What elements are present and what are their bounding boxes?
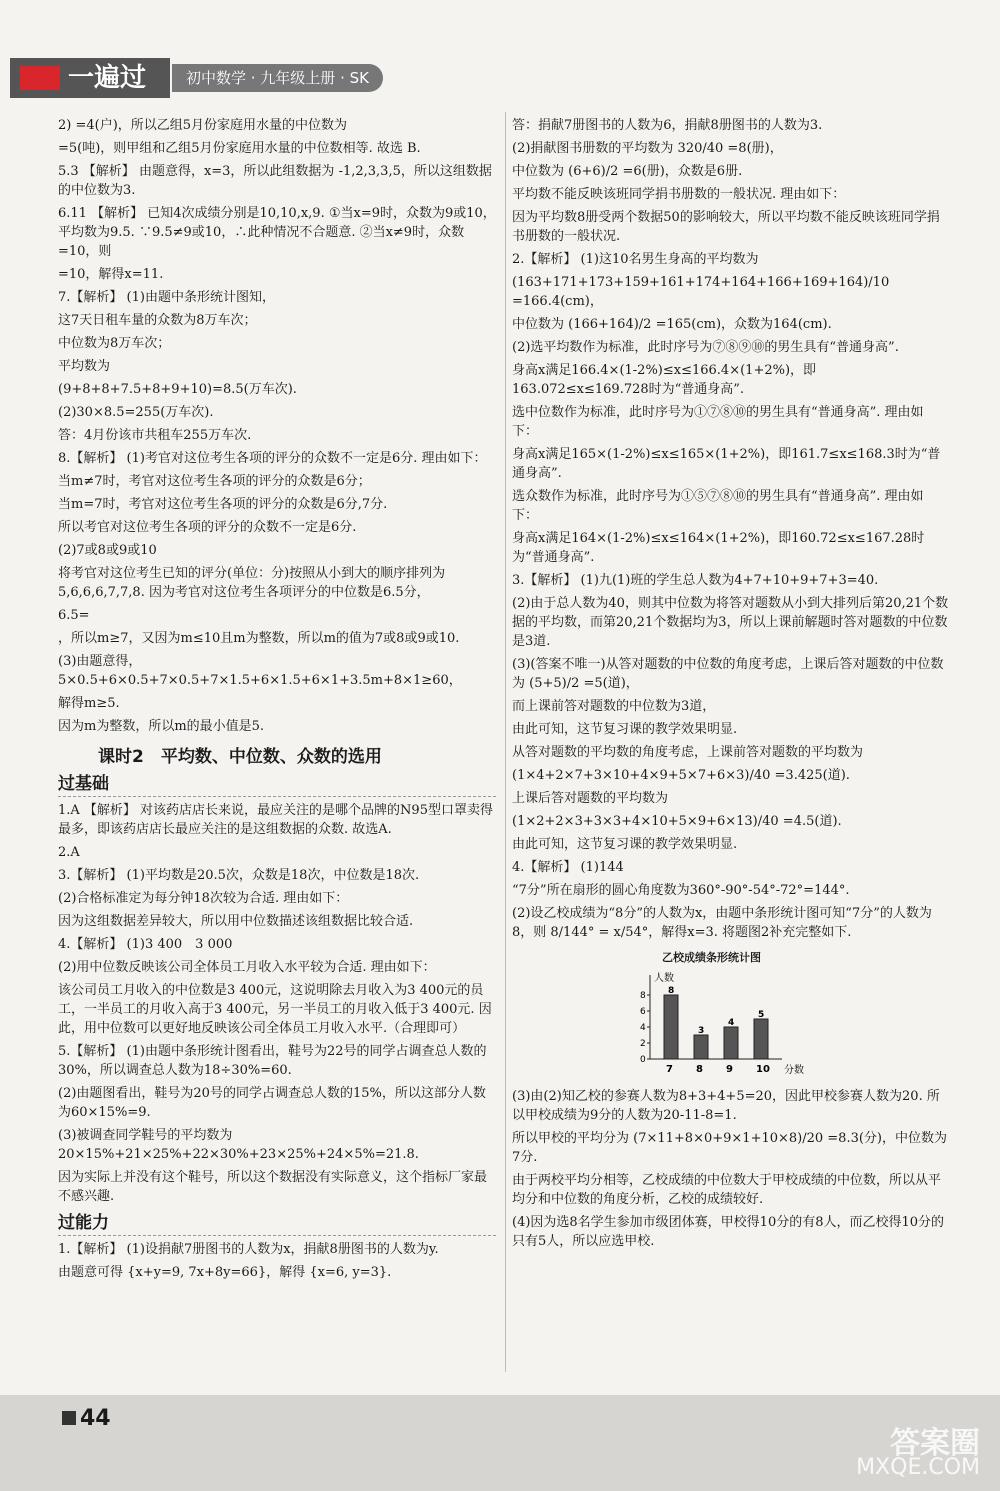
- solution-line: 平均数为: [58, 359, 111, 374]
- y-tick-label: 6: [640, 1007, 646, 1017]
- solution-line: 将考官对这位考生已知的评分(单位：分)按照从小到大的顺序排列为5,6,6,6,7,7,8. 因为考官对这位考生各项评分的中位数是6.5分，: [58, 566, 446, 600]
- brand-logo: [10, 58, 170, 98]
- solution-line: 所以甲校的平均分为 (7×11+8×0+9×1+10×8)/20 =8.3(分)，中位数为7分.: [512, 1131, 947, 1165]
- solution-line: (4)因为选8名学生参加市级团体赛，甲校得10分的有8人，而乙校得10分的只有5人，所以应选甲校.: [512, 1215, 945, 1249]
- solution-line: 1.【解析】 (1)设捐献7册图书的人数为x，捐献8册图书的人数为y.: [58, 1242, 439, 1257]
- solution-line: 5.3 【解析】 由题意得，x=3，所以此组数据为 -1,2,3,3,5，所以这组数据的中位数为3.: [58, 164, 492, 198]
- solution-line: (2)由题图看出，鞋号为20号的同学占调查总人数的15%，所以这部分人数为60×15%=9.: [58, 1086, 486, 1120]
- bar-value-label: 4: [728, 1018, 735, 1028]
- solution-line: 中位数为 (6+6)/2 =6(册)，众数是6册.: [512, 164, 743, 179]
- bar: [694, 1035, 708, 1059]
- solution-line: (3)由(2)知乙校的参赛人数为8+3+4+5=20，因此甲校参赛人数为20. 所以甲校成绩为9分的人数为20-11-8=1.: [512, 1089, 940, 1123]
- solution-line: 1.A 【解析】 对该药店店长来说，最应关注的是哪个品牌的N95型口罩卖得最多，即该药店店长最应关注的是这组数据的众数. 故选A.: [58, 803, 493, 837]
- section-basic: 过基础: [58, 775, 496, 797]
- solution-line: 5.【解析】 (1)由题中条形统计图看出，鞋号为22号的同学占调查总人数的30%，所以调查总人数为18÷30%=60.: [58, 1044, 487, 1078]
- page-header: [0, 0, 1000, 110]
- x-tick-label: 7: [666, 1064, 673, 1075]
- square-icon: [62, 1411, 76, 1425]
- solution-line: 解得m≥5.: [58, 696, 120, 711]
- solution-line: 选众数作为标准，此时序号为①⑤⑦⑧⑩的男生具有“普通身高”. 理由如下：: [512, 489, 924, 523]
- solution-line: 这7天日租车量的众数为8万车次；: [58, 313, 257, 328]
- solution-line: 答：捐献7册图书的人数为6，捐献8册图书的人数为3.: [512, 118, 823, 133]
- bar: [724, 1027, 738, 1059]
- solution-line: 平均数不能反映该班同学捐书册数的一般状况. 理由如下：: [512, 187, 846, 202]
- bar-value-label: 8: [668, 986, 675, 996]
- solution-line: 该公司员工月收入的中位数是3 400元，这说明除去月收入为3 400元的员工，一半员工的月收入高于3 400元，另一半员工的月收入低于3 400元. 因此，用中位数可以更好地反映该公司全体员工月收入水平.（合理即可）: [58, 983, 492, 1036]
- solution-line: 因为m为整数，所以m的最小值是5.: [58, 719, 265, 734]
- solution-line: 而上课前答对题数的中位数为3道，: [512, 699, 716, 714]
- solution-line: =5(吨)，则甲组和乙组5月份家庭用水量的中位数相等. 故选 B.: [58, 141, 421, 156]
- solution-line: 2.【解析】 (1)这10名男生身高的平均数为: [512, 252, 759, 267]
- bar-value-label: 3: [698, 1026, 705, 1036]
- solution-line: 身高x满足164×(1-2%)≤x≤164×(1+2%)，即160.72≤x≤167.28时为“普通身高”.: [512, 531, 925, 565]
- solution-line: 上课后答对题数的平均数为: [512, 791, 669, 806]
- logo-text: 一遍过: [68, 63, 147, 93]
- solution-line: 答：4月份该市共租车255万车次.: [58, 428, 252, 443]
- chart-title: 乙校成绩条形统计图: [662, 951, 761, 964]
- solution-line: 6.11 【解析】 已知4次成绩分别是10,10,x,9. ①当x=9时，众数为9或10，平均数为9.5. ∵9.5≠9或10，∴此种情况不合题意. ②当x≠9时，众数=10，则: [58, 206, 496, 259]
- solution-line: 3.【解析】 (1)平均数是20.5次，众数是18次，中位数是18次.: [58, 868, 420, 883]
- solution-line: 2) =4(户)，所以乙组5月份家庭用水量的中位数为: [58, 118, 348, 133]
- right-column: [512, 112, 949, 1251]
- solution-line: (2)合格标准定为每分钟18次较为合适. 理由如下：: [58, 891, 349, 906]
- solution-line: 4.【解析】 (1)144: [512, 860, 624, 875]
- solution-line: 从答对题数的平均数的角度考虑，上课前答对题数的平均数为: [512, 745, 864, 760]
- solution-line: 由此可知，这节复习课的教学效果明显.: [512, 837, 738, 852]
- solution-line: 8.【解析】 (1)考官对这位考生各项的评分的众数不一定是6分. 理由如下：: [58, 451, 487, 466]
- solution-line: 中位数为8万车次；: [58, 336, 171, 351]
- solution-line: (2)设乙校成绩为“8分”的人数为x，由题中条形统计图可知“7分”的人数为8，则 8/144° = x/54°，解得x=3. 将题图2补充完整如下.: [512, 906, 932, 940]
- solution-line: 因为这组数据差异较大，所以用中位数描述该组数据比较合适.: [58, 914, 414, 929]
- bar-value-label: 5: [758, 1010, 765, 1020]
- y-axis-label: 人数: [654, 973, 674, 984]
- solution-line: (1×2+2×3+3×3+4×10+5×9+6×13)/40 =4.5(道).: [512, 814, 842, 829]
- solution-line: 6.5=: [58, 608, 90, 623]
- solution-line: (3)由题意得，5×0.5+6×0.5+7×0.5+7×1.5+6×1.5+6×1+3.5m+8×1≥60，: [58, 654, 462, 688]
- column-divider: [505, 112, 506, 1372]
- bar-chart: [622, 948, 949, 1083]
- footer-band: [0, 1395, 1000, 1491]
- lesson-title: 课时2 平均数、中位数、众数的选用: [98, 747, 382, 767]
- left-column: [58, 112, 496, 1282]
- solution-line: 中位数为 (166+164)/2 =165(cm)，众数为164(cm).: [512, 317, 832, 332]
- solution-line: 由于两校平均分相等，乙校成绩的中位数大于甲校成绩的中位数，所以从平均分和中位数的角度分析，乙校的成绩较好.: [512, 1173, 942, 1207]
- solution-line: (2)由于总人数为40，则其中位数为将答对题数从小到大排列后第20,21个数据的平均数，而第20,21个数据均为3，所以上课前解题时答对题数的中位数是3道.: [512, 596, 949, 649]
- solution-line: ，所以m≥7，又因为m≤10且m为整数，所以m的值为7或8或9或10.: [58, 631, 460, 646]
- bar: [664, 995, 678, 1059]
- solution-line: 由此可知，这节复习课的教学效果明显.: [512, 722, 738, 737]
- page-number-text: 44: [80, 1406, 111, 1431]
- solution-line: 2.A: [58, 845, 80, 860]
- x-tick-label: 10: [756, 1064, 770, 1075]
- solution-line: (3)(答案不唯一)从答对题数的中位数的角度考虑，上课后答对题数的中位数为 (5+5)/2 =5(道)，: [512, 657, 944, 691]
- solution-line: 7.【解析】 (1)由题中条形统计图知，: [58, 290, 275, 305]
- section-ability: 过能力: [58, 1214, 496, 1236]
- solution-line: 身高x满足165×(1-2%)≤x≤165×(1+2%)，即161.7≤x≤168.3时为“普通身高”.: [512, 447, 941, 481]
- y-tick-label: 4: [640, 1023, 646, 1033]
- y-tick-label: 2: [640, 1039, 646, 1049]
- solution-line: 3.【解析】 (1)九(1)班的学生总人数为4+7+10+9+7+3=40.: [512, 573, 879, 588]
- solution-line: (2)选平均数作为标准，此时序号为⑦⑧⑨⑩的男生具有“普通身高”.: [512, 340, 899, 355]
- solution-line: (2)用中位数反映该公司全体员工月收入水平较为合适. 理由如下：: [58, 960, 436, 975]
- solution-line: 当m≠7时，考官对这位考生各项的评分的众数是6分；: [58, 474, 371, 489]
- chart-svg: [622, 967, 812, 1077]
- watermark-url: MXQE.COM: [856, 1455, 980, 1480]
- solution-line: (2)30×8.5=255(万车次).: [58, 405, 214, 420]
- solution-line: 所以考官对这位考生各项的评分的众数不一定是6分.: [58, 520, 357, 535]
- bar: [754, 1019, 768, 1059]
- watermark: 答案圈: [890, 1426, 980, 1461]
- solution-line: 4.【解析】 (1)3 400 3 000: [58, 937, 233, 952]
- solution-line: (9+8+8+7.5+8+9+10)=8.5(万车次).: [58, 382, 297, 397]
- page-number: [62, 1406, 111, 1431]
- solution-line: 选中位数作为标准，此时序号为①⑦⑧⑩的男生具有“普通身高”. 理由如下：: [512, 405, 924, 439]
- solution-line: 因为平均数8册受两个数据50的影响较大，所以平均数不能反映该班同学捐书册数的一般状况.: [512, 210, 940, 244]
- x-tick-label: 8: [696, 1064, 703, 1075]
- solution-line: 当m=7时，考官对这位考生各项的评分的众数是6分,7分.: [58, 497, 388, 512]
- logo-red-block: [20, 66, 60, 90]
- solution-line: (163+171+173+159+161+174+164+166+169+164)/10 =166.4(cm)，: [512, 275, 890, 309]
- y-tick-label: 0: [640, 1055, 646, 1065]
- y-tick-label: 8: [640, 991, 646, 1001]
- solution-line: 由题意可得 {x+y=9, 7x+8y=66}，解得 {x=6, y=3}.: [58, 1265, 392, 1280]
- solution-line: =10，解得x=11.: [58, 267, 164, 282]
- solution-line: 身高x满足166.4×(1-2%)≤x≤166.4×(1+2%)，即163.072≤x≤169.728时为“普通身高”.: [512, 363, 817, 397]
- solution-line: (2)捐献图书册数的平均数为 320/40 =8(册)，: [512, 141, 783, 156]
- solution-line: (1×4+2×7+3×10+4×9+5×7+6×3)/40 =3.425(道).: [512, 768, 850, 783]
- solution-line: 因为实际上并没有这个鞋号，所以这个数据没有实际意义，这个指标厂家最不感兴趣.: [58, 1170, 488, 1204]
- x-tick-label: 9: [726, 1064, 733, 1075]
- x-axis-label: 分数: [784, 1065, 804, 1076]
- subject-tag: 初中数学 · 九年级上册 · SK: [172, 64, 383, 92]
- solution-line: “7分”所在扇形的圆心角度数为360°-90°-54°-72°=144°.: [512, 883, 850, 898]
- solution-line: (3)被调查同学鞋号的平均数为20×15%+21×25%+22×30%+23×25%+24×5%=21.8.: [58, 1128, 419, 1162]
- solution-line: (2)7或8或9或10: [58, 543, 157, 558]
